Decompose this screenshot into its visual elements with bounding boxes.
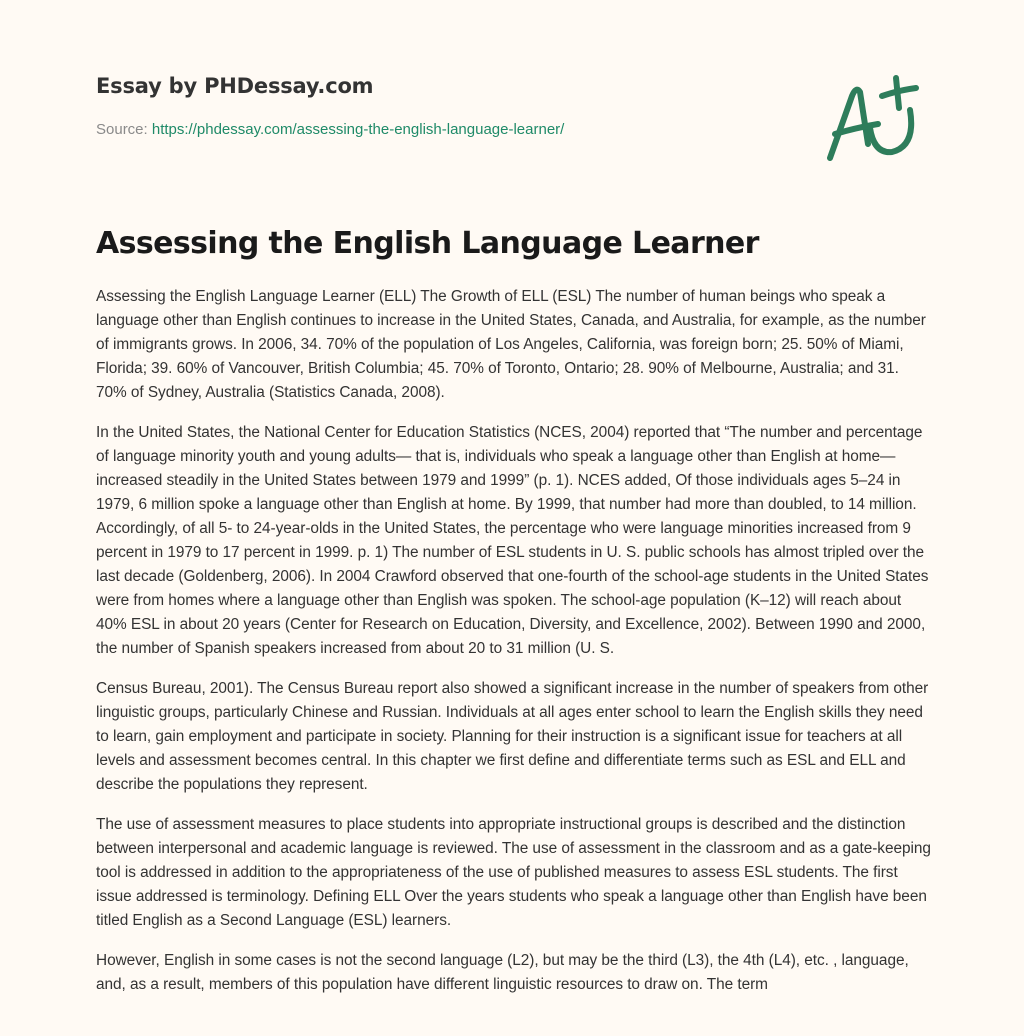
source-line — [96, 121, 936, 138]
paragraph: Assessing the English Language Learner (ELL) The Growth of ELL (ESL) The number of human beings who speak a language other than English continues to increase in the United States, Canada, and Australia, for example, as the number of immigrants grows. In 2006, 34. 70% of the population of Los Angeles, California, was foreign born; 25. 50% of Miami, Florida; 39. 60% of Vancouver, British Columbia; 45. 70% of Toronto, Ontario; 28. 90% of Melbourne, Australia; and 31. 70% of Sydney, Australia (Statistics Canada, 2008). — [96, 288, 926, 401]
site-title: Essay by PHDessay.com — [96, 74, 374, 98]
paragraph: The use of assessment measures to place students into appropriate instructional groups is described and the distinction between interpersonal and academic language is reviewed. The use of assessment in the classroom and as a gate-keeping tool is addressed in addition to the appropriateness of the use of published measures to assess ESL students. The first issue addressed is terminology. Defining ELL Over the years students who speak a language other than English have been titled English as a Second Language (ESL) learners. — [96, 816, 931, 929]
paragraph: In the United States, the National Center for Education Statistics (NCES, 2004) reported that “The number and percentage of language minority youth and young adults— that is, individuals who speak a language other than English at home—increased steadily in the United States between 1979 and 1999” (p. 1). NCES added, Of those individuals ages 5–24 in 1979, 6 million spoke a language other than English at home. By 1999, that number had more than doubled, to 14 million. Accordingly, of all 5- to 24-year-olds in the United States, the percentage who were language minorities increased from 9 percent in 1979 to 17 percent in 1999. p. 1) The number of ESL students in U. S. public schools has almost tripled over the last decade (Goldenberg, 2006). In 2004 Crawford observed that one-fourth of the school-age students in the United States were from homes where a language other than English was spoken. The school-age population (K–12) will reach about 40% ESL in about 20 years (Center for Research on Education, Diversity, and Excellence, 2002). Between 1990 and 2000, the number of Spanish speakers increased from about 20 to 31 million (U. S. — [96, 424, 929, 657]
page-header — [96, 74, 936, 138]
a-plus-grade-icon — [820, 66, 930, 166]
paragraph: However, English in some cases is not the second language (L2), but may be the third (L3), the 4th (L4), etc. , language, and, as a result, members of this population have different linguistic resources to draw on. The term — [96, 952, 909, 993]
source-link[interactable]: https://phdessay.com/assessing-the-english-language-learner/ — [151, 121, 565, 138]
source-label: Source: — [96, 121, 152, 138]
paragraph: Census Bureau, 2001). The Census Bureau report also showed a significant increase in the number of speakers from other linguistic groups, particularly Chinese and Russian. Individuals at all ages enter school to learn the English skills they need to learn, gain employment and participate in society. Planning for their instruction is a significant issue for teachers at all levels and assessment becomes central. In this chapter we first define and differentiate terms such as ESL and ELL and describe the populations they represent. — [96, 680, 929, 793]
article-body — [96, 285, 932, 1013]
page-title: Assessing the English Language Learner — [96, 226, 759, 261]
